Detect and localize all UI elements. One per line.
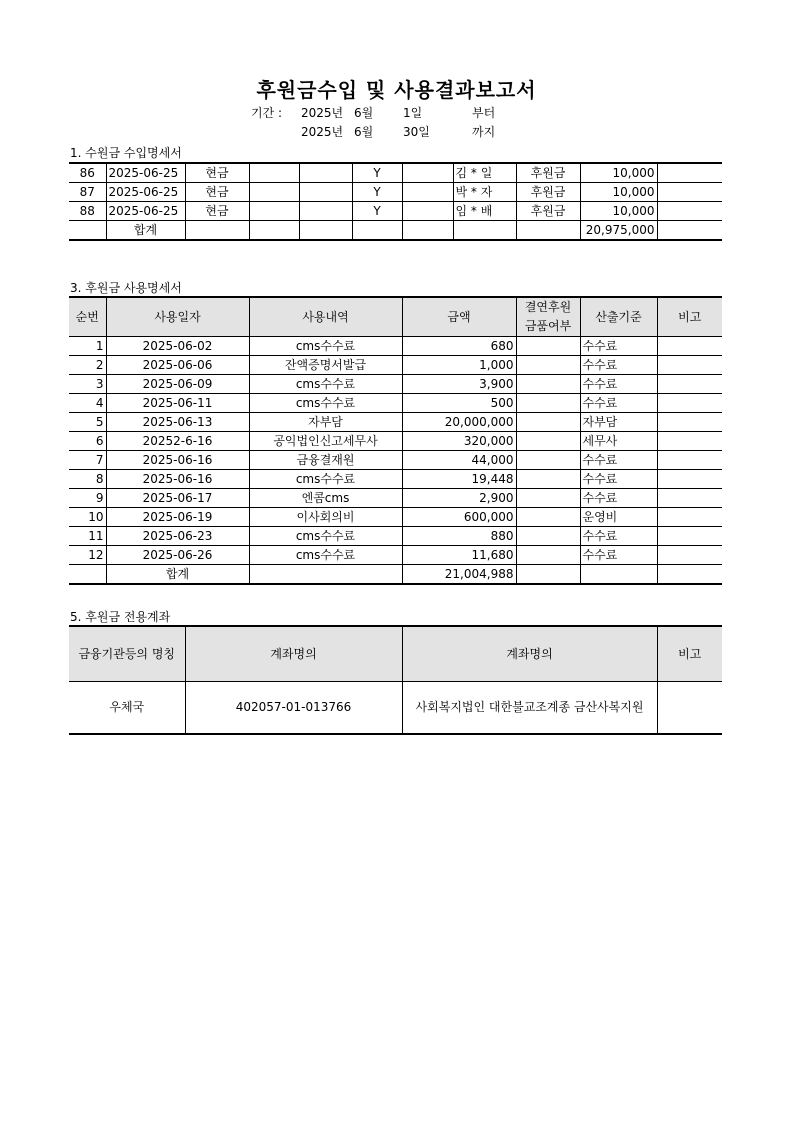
row-no: 9 <box>69 489 106 508</box>
header-no: 순번 <box>69 297 106 337</box>
section3-title: 3. 후원금 사용명세서 <box>70 281 182 295</box>
period-start-month: 6월 <box>354 106 374 120</box>
row-amount: 680 <box>402 337 516 356</box>
row-amount: 3,900 <box>402 375 516 394</box>
row-cell <box>299 183 352 202</box>
header-bank: 금융기관등의 명칭 <box>69 626 185 682</box>
row-related <box>516 337 580 356</box>
row-related <box>516 394 580 413</box>
row-note <box>657 489 722 508</box>
row-cell <box>299 163 352 183</box>
row-basis: 수수료 <box>580 546 657 565</box>
row-detail: 자부담 <box>249 413 402 432</box>
row-basis: 수수료 <box>580 451 657 470</box>
period-start-year: 2025년 <box>301 106 344 120</box>
empty-cell <box>69 221 106 241</box>
header-date: 사용일자 <box>106 297 249 337</box>
row-amount: 500 <box>402 394 516 413</box>
row-cell <box>402 202 453 221</box>
row-date: 2025-06-23 <box>106 527 249 546</box>
total-label: 합계 <box>106 221 185 241</box>
row-detail: 공익법인신고세무사 <box>249 432 402 451</box>
empty-cell <box>352 221 402 241</box>
row-date: 2025-06-17 <box>106 489 249 508</box>
total-row <box>69 565 722 585</box>
table-row <box>69 163 722 183</box>
row-no: 12 <box>69 546 106 565</box>
row-date: 2025-06-09 <box>106 375 249 394</box>
empty-cell <box>516 221 580 241</box>
row-note <box>657 375 722 394</box>
row-related <box>516 413 580 432</box>
row-type: 현금 <box>185 202 249 221</box>
row-note <box>657 337 722 356</box>
account-table <box>69 625 722 735</box>
row-related <box>516 432 580 451</box>
row-flag: Y <box>352 183 402 202</box>
total-label: 합계 <box>106 565 249 585</box>
row-date: 2025-06-25 <box>106 202 185 221</box>
table-row <box>69 337 722 356</box>
row-date: 2025-06-25 <box>106 183 185 202</box>
header-note: 비고 <box>657 297 722 337</box>
page-title: 후원금수입 및 사용결과보고서 <box>256 78 537 102</box>
row-note <box>657 183 722 202</box>
empty-cell <box>516 565 580 585</box>
row-date: 2025-06-13 <box>106 413 249 432</box>
row-cell <box>402 183 453 202</box>
total-amount: 21,004,988 <box>402 565 516 585</box>
row-detail: cms수수료 <box>249 375 402 394</box>
row-no: 10 <box>69 508 106 527</box>
header-related <box>516 297 580 337</box>
row-note <box>657 356 722 375</box>
row-cell <box>299 202 352 221</box>
table-row <box>69 202 722 221</box>
row-amount: 19,448 <box>402 470 516 489</box>
period-end-day: 30일 <box>403 125 430 139</box>
row-basis: 수수료 <box>580 356 657 375</box>
table-row <box>69 489 722 508</box>
empty-cell <box>249 221 299 241</box>
row-amount: 2,900 <box>402 489 516 508</box>
row-type: 현금 <box>185 163 249 183</box>
table-row <box>69 527 722 546</box>
row-related <box>516 546 580 565</box>
row-basis: 수수료 <box>580 394 657 413</box>
row-note <box>657 546 722 565</box>
row-no: 2 <box>69 356 106 375</box>
account-note <box>657 682 722 735</box>
row-no: 1 <box>69 337 106 356</box>
empty-cell <box>453 221 516 241</box>
row-date: 20252-6-16 <box>106 432 249 451</box>
row-date: 2025-06-26 <box>106 546 249 565</box>
table-row <box>69 546 722 565</box>
row-no: 87 <box>69 183 106 202</box>
row-cell <box>249 183 299 202</box>
row-amount: 10,000 <box>580 183 657 202</box>
table-row <box>69 470 722 489</box>
header-note: 비고 <box>657 626 722 682</box>
row-basis: 운영비 <box>580 508 657 527</box>
row-no: 6 <box>69 432 106 451</box>
row-note <box>657 432 722 451</box>
section1-title: 1. 수원금 수입명세서 <box>70 146 182 160</box>
row-detail: cms수수료 <box>249 394 402 413</box>
row-note <box>657 163 722 183</box>
empty-cell <box>185 221 249 241</box>
row-basis: 수수료 <box>580 337 657 356</box>
row-detail: 금융결재원 <box>249 451 402 470</box>
row-amount: 10,000 <box>580 163 657 183</box>
row-kind: 후원금 <box>516 163 580 183</box>
row-detail: cms수수료 <box>249 546 402 565</box>
row-basis: 수수료 <box>580 470 657 489</box>
row-amount: 11,680 <box>402 546 516 565</box>
row-donor: 김 * 일 <box>453 163 516 183</box>
row-cell <box>249 163 299 183</box>
empty-cell <box>580 565 657 585</box>
table-row <box>69 432 722 451</box>
header-account-no: 계좌명의 <box>185 626 402 682</box>
header-account-name: 계좌명의 <box>402 626 657 682</box>
table-row <box>69 356 722 375</box>
row-amount: 600,000 <box>402 508 516 527</box>
row-detail: 엔콤cms <box>249 489 402 508</box>
row-related <box>516 356 580 375</box>
row-note <box>657 470 722 489</box>
row-basis: 수수료 <box>580 489 657 508</box>
row-no: 11 <box>69 527 106 546</box>
row-note <box>657 508 722 527</box>
usage-table <box>69 296 722 585</box>
table-row <box>69 413 722 432</box>
period-end-month: 6월 <box>354 125 374 139</box>
row-no: 4 <box>69 394 106 413</box>
row-related <box>516 527 580 546</box>
table-row <box>69 375 722 394</box>
account-number: 402057-01-013766 <box>185 682 402 735</box>
income-table <box>69 162 722 241</box>
period-start-suffix: 부터 <box>472 106 496 120</box>
row-donor: 임 * 배 <box>453 202 516 221</box>
row-cell <box>402 163 453 183</box>
row-no: 86 <box>69 163 106 183</box>
row-note <box>657 413 722 432</box>
row-related <box>516 375 580 394</box>
row-cell <box>249 202 299 221</box>
row-related <box>516 470 580 489</box>
bank-name: 우체국 <box>69 682 185 735</box>
row-date: 2025-06-25 <box>106 163 185 183</box>
row-detail: cms수수료 <box>249 527 402 546</box>
row-amount: 10,000 <box>580 202 657 221</box>
row-basis: 세무사 <box>580 432 657 451</box>
total-amount: 20,975,000 <box>580 221 657 241</box>
row-amount: 880 <box>402 527 516 546</box>
row-basis: 자부담 <box>580 413 657 432</box>
empty-cell <box>69 565 106 585</box>
row-amount: 20,000,000 <box>402 413 516 432</box>
period-start-day: 1일 <box>403 106 423 120</box>
row-date: 2025-06-16 <box>106 451 249 470</box>
row-no: 5 <box>69 413 106 432</box>
row-related <box>516 451 580 470</box>
row-type: 현금 <box>185 183 249 202</box>
row-note <box>657 202 722 221</box>
header-basis: 산출기준 <box>580 297 657 337</box>
row-amount: 44,000 <box>402 451 516 470</box>
empty-cell <box>657 565 722 585</box>
row-detail: cms수수료 <box>249 337 402 356</box>
row-basis: 수수료 <box>580 527 657 546</box>
row-no: 8 <box>69 470 106 489</box>
section5-title: 5. 후원금 전용계좌 <box>70 610 171 624</box>
row-date: 2025-06-06 <box>106 356 249 375</box>
row-detail: 잔액증명서발급 <box>249 356 402 375</box>
header-related-line2: 금품여부 <box>524 319 572 333</box>
period-end-year: 2025년 <box>301 125 344 139</box>
table-header-row <box>69 297 722 337</box>
table-header-row <box>69 626 722 682</box>
empty-cell <box>299 221 352 241</box>
period-end-suffix: 까지 <box>472 125 496 139</box>
row-no: 3 <box>69 375 106 394</box>
table-row <box>69 394 722 413</box>
empty-cell <box>249 565 402 585</box>
row-flag: Y <box>352 163 402 183</box>
row-related <box>516 508 580 527</box>
header-related-line1: 결연후원 <box>524 300 572 314</box>
table-row <box>69 508 722 527</box>
row-no: 7 <box>69 451 106 470</box>
row-kind: 후원금 <box>516 183 580 202</box>
table-row <box>69 682 722 735</box>
header-detail: 사용내역 <box>249 297 402 337</box>
account-holder: 사회복지법인 대한불교조계종 금산사복지원 <box>402 682 657 735</box>
empty-cell <box>402 221 453 241</box>
row-note <box>657 394 722 413</box>
row-basis: 수수료 <box>580 375 657 394</box>
row-note <box>657 451 722 470</box>
total-row <box>69 221 722 241</box>
row-note <box>657 527 722 546</box>
row-date: 2025-06-16 <box>106 470 249 489</box>
row-detail: 이사회의비 <box>249 508 402 527</box>
table-row <box>69 451 722 470</box>
row-no: 88 <box>69 202 106 221</box>
row-detail: cms수수료 <box>249 470 402 489</box>
row-amount: 1,000 <box>402 356 516 375</box>
row-date: 2025-06-02 <box>106 337 249 356</box>
table-row <box>69 183 722 202</box>
row-amount: 320,000 <box>402 432 516 451</box>
row-flag: Y <box>352 202 402 221</box>
header-amount: 금액 <box>402 297 516 337</box>
row-date: 2025-06-19 <box>106 508 249 527</box>
period-label: 기간 : <box>251 106 283 120</box>
empty-cell <box>657 221 722 241</box>
row-donor: 박 * 자 <box>453 183 516 202</box>
row-related <box>516 489 580 508</box>
row-date: 2025-06-11 <box>106 394 249 413</box>
row-kind: 후원금 <box>516 202 580 221</box>
